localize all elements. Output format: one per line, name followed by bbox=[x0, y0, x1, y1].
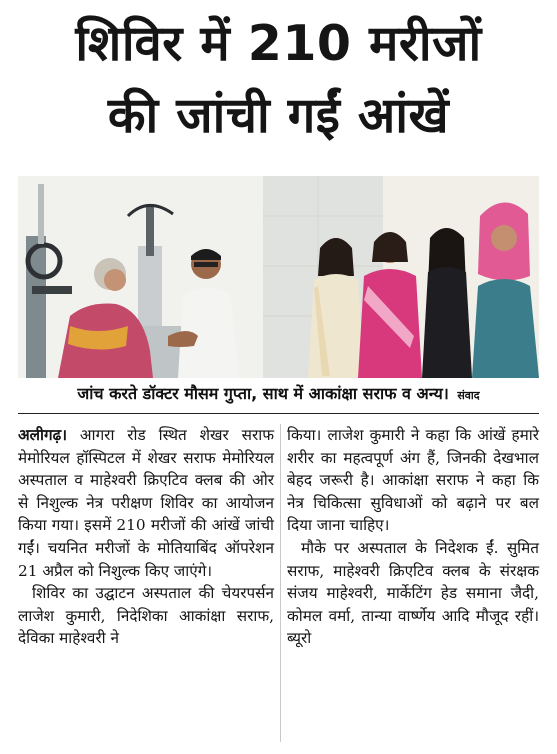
section-rule bbox=[18, 413, 539, 414]
photo-credit: संवाद bbox=[457, 389, 480, 402]
headline bbox=[0, 14, 557, 146]
news-photo bbox=[18, 176, 539, 378]
eye-camp-photo-illustration bbox=[18, 176, 539, 378]
headline-line-1: शिविर में 210 मरीजों bbox=[75, 15, 482, 72]
caption-text: जांच करते डॉक्टर मौसम गुप्ता, साथ में आकांक्षा सराफ व अन्य। bbox=[77, 384, 449, 403]
paragraph-1-text: आगरा रोड स्थित शेखर सराफ मेमोरियल हॉस्पिटल में शेखर सराफ मेमोरियल अस्पताल व माहेश्वरी क्रिएटिव क्लब की ओर से निशुल्क नेत्र परीक्षण शिविर का आयोजन किया गया। इसमें 210 मरीजों की आंखें जांची गईं। चयनित मरीजों के मोतियाबिंद ऑपरेशन 21 अप्रैल को निशुल्क किए जाएंगे। bbox=[18, 426, 274, 580]
article-column-left bbox=[18, 424, 274, 744]
article-paragraph-4: मौके पर अस्पताल के निदेशक ईं. सुमित सराफ, माहेश्वरी क्रिएटिव क्लब के संरक्षक संजय माहेश्वरी, मार्केटिंग हेड समाना जैदी, कोमल वर्मा, तान्या वार्ष्णेय आदि मौजूद रहीं। ब्यूरो bbox=[287, 538, 539, 648]
article-paragraph-2: शिविर का उद्घाटन अस्पताल की चेयरपर्सन लाजेश कुमारी, निदेशिका आकांक्षा सराफ, देविका माहेश्वरी ने bbox=[18, 584, 274, 648]
photo-caption bbox=[0, 381, 557, 407]
dateline: अलीगढ़। bbox=[18, 426, 68, 444]
article-paragraph-3: किया। लाजेश कुमारी ने कहा कि आंखें हमारे शरीर का महत्वपूर्ण अंग हैं, जिनकी देखभाल बेहद जरूरी है। आकांक्षा सराफ ने कहा कि नेत्र चिकित्सा सुविधाओं को बढ़ाने पर बल दिया जाना चाहिए। bbox=[287, 426, 539, 535]
column-divider bbox=[280, 424, 281, 742]
article-paragraph-1 bbox=[18, 424, 274, 582]
article-column-right bbox=[287, 424, 539, 744]
headline-line-2: की जांची गईं आंखें bbox=[107, 87, 450, 144]
